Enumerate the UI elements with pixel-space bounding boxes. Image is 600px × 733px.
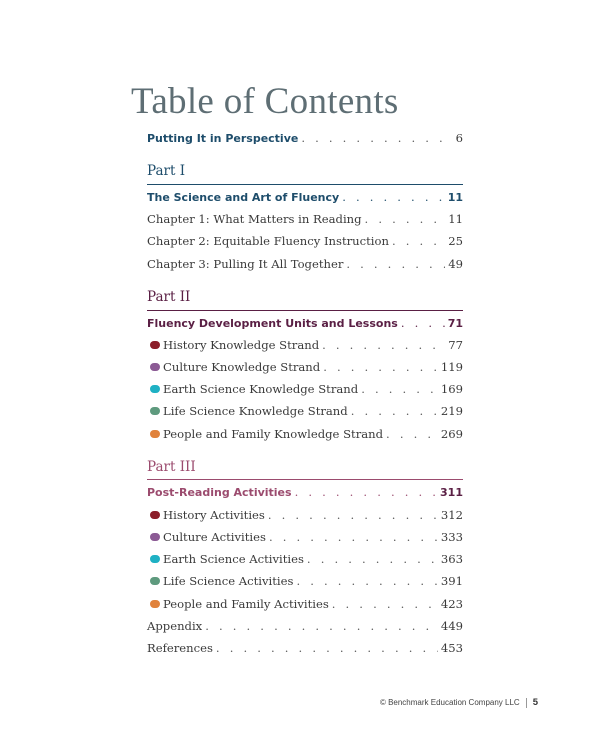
part-1-heading: Part I (147, 163, 186, 179)
toc-section-label: Fluency Development Units and Lessons (147, 317, 398, 330)
toc-section-label: Post-Reading Activities (147, 486, 292, 499)
dot-leader (216, 641, 438, 655)
toc-entry[interactable] (147, 360, 463, 378)
history-bullet-icon (150, 511, 160, 519)
toc-entry[interactable] (147, 382, 463, 400)
toc-entry-label: Earth Science Activities (163, 552, 304, 566)
life-science-bullet-icon (150, 577, 160, 585)
dot-leader (346, 257, 445, 271)
dot-leader (342, 190, 444, 204)
dot-leader (401, 316, 445, 330)
page-number: 5 (532, 697, 538, 708)
history-bullet-icon (150, 341, 160, 349)
toc-section-part-1[interactable] (147, 190, 463, 208)
toc-page-number: 119 (440, 360, 463, 374)
dot-leader (269, 530, 438, 544)
toc-entry[interactable] (147, 427, 463, 445)
toc-page-number: 25 (448, 234, 463, 248)
dot-leader (365, 212, 446, 226)
toc-page-number: 312 (440, 508, 463, 522)
people-family-bullet-icon (150, 430, 160, 438)
dot-leader (296, 574, 437, 588)
toc-entry-references[interactable] (147, 641, 463, 659)
dot-leader (332, 597, 438, 611)
toc-entry-label: People and Family Activities (163, 597, 329, 611)
toc-entry[interactable] (147, 212, 463, 230)
toc-entry[interactable] (147, 404, 463, 422)
part-3-divider (147, 479, 463, 480)
dot-leader (205, 619, 438, 633)
toc-page-number: 77 (448, 338, 463, 352)
dot-leader (322, 338, 445, 352)
toc-entry[interactable] (147, 508, 463, 526)
toc-entry-label: Culture Knowledge Strand (163, 360, 321, 374)
toc-entry-label: Chapter 3: Pulling It All Together (147, 257, 344, 271)
earth-science-bullet-icon (150, 555, 160, 563)
toc-entry-appendix[interactable] (147, 619, 463, 637)
toc-page-number: 6 (455, 131, 463, 145)
toc-page-number: 391 (440, 574, 463, 588)
people-family-bullet-icon (150, 600, 160, 608)
toc-page-number: 449 (440, 619, 463, 633)
toc-entry[interactable] (147, 257, 463, 275)
dot-leader (361, 382, 438, 396)
toc-page-number: 49 (448, 257, 463, 271)
life-science-bullet-icon (150, 407, 160, 415)
part-2-divider (147, 310, 463, 311)
toc-entry[interactable] (147, 338, 463, 356)
toc-page-number: 363 (440, 552, 463, 566)
dot-leader (301, 131, 452, 145)
toc-entry-label: Earth Science Knowledge Strand (163, 382, 359, 396)
toc-section-part-3[interactable] (147, 485, 463, 503)
part-1-divider (147, 184, 463, 185)
toc-page-number: 11 (447, 191, 463, 204)
toc-entry-intro[interactable] (147, 131, 463, 149)
dot-leader (268, 508, 438, 522)
dot-leader (323, 360, 438, 374)
footer-divider (526, 698, 527, 708)
toc-entry-label: Culture Activities (163, 530, 266, 544)
toc-page-number: 423 (440, 597, 463, 611)
toc-entry-label: History Knowledge Strand (163, 338, 320, 352)
toc-entry[interactable] (147, 597, 463, 615)
toc-entry-label: Life Science Knowledge Strand (163, 404, 348, 418)
dot-leader (351, 404, 438, 418)
toc-entry-label: Life Science Activities (163, 574, 294, 588)
dot-leader (307, 552, 438, 566)
toc-entry[interactable] (147, 552, 463, 570)
toc-page-number: 311 (440, 486, 463, 499)
dot-leader (295, 485, 437, 499)
toc-section-label: The Science and Art of Fluency (147, 191, 340, 204)
toc-entry[interactable] (147, 234, 463, 252)
toc-entry[interactable] (147, 530, 463, 548)
toc-page-number: 71 (447, 317, 463, 330)
toc-page-number: 219 (440, 404, 463, 418)
dot-leader (392, 234, 445, 248)
toc-entry-label: People and Family Knowledge Strand (163, 427, 384, 441)
culture-bullet-icon (150, 363, 160, 371)
dot-leader (386, 427, 438, 441)
toc-page-number: 169 (440, 382, 463, 396)
toc-entry-label: Chapter 2: Equitable Fluency Instruction (147, 234, 389, 248)
toc-entry-label: Chapter 1: What Matters in Reading (147, 212, 362, 226)
part-3-heading: Part III (147, 459, 196, 475)
toc-entry-label: References (147, 641, 213, 655)
copyright-notice: © Benchmark Education Company LLC (379, 698, 520, 707)
toc-entry[interactable] (147, 574, 463, 592)
toc-page-number: 269 (440, 427, 463, 441)
toc-section-part-2[interactable] (147, 316, 463, 334)
culture-bullet-icon (150, 533, 160, 541)
page-footer (380, 697, 538, 708)
part-2-heading: Part II (147, 289, 191, 305)
toc-page-number: 11 (448, 212, 463, 226)
toc-entry-label: Appendix (147, 619, 203, 633)
toc-page-number: 453 (440, 641, 463, 655)
toc-page-number: 333 (440, 530, 463, 544)
page-title: Table of Contents (131, 81, 399, 122)
earth-science-bullet-icon (150, 385, 160, 393)
toc-entry-label: Putting It in Perspective (147, 132, 299, 145)
toc-entry-label: History Activities (163, 508, 265, 522)
